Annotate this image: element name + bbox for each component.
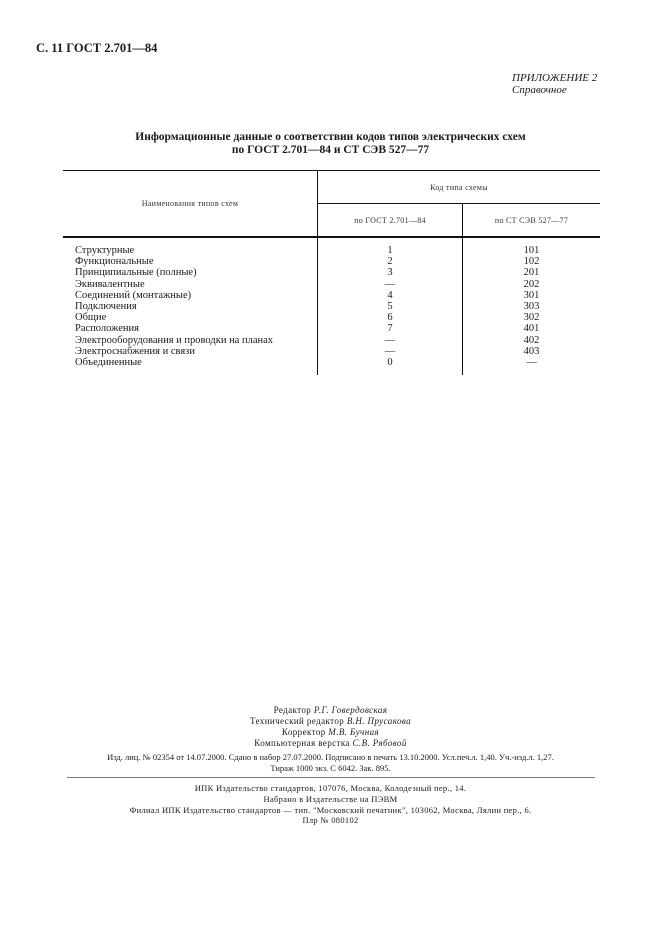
table-row: [63, 256, 600, 267]
table-row: [63, 346, 600, 357]
row-gost-code: 3: [318, 267, 463, 278]
imprint-block: [0, 752, 661, 774]
row-sev-code: 202: [523, 278, 540, 290]
header-scheme-name: Наименования типов схем: [63, 171, 318, 238]
publisher-block: [0, 783, 661, 826]
table-row: [63, 335, 600, 346]
imprint-line-2: Тираж 1000 экз. С 6042. Зак. 895.: [270, 763, 391, 773]
credit-layout: Компьютерная верстка С.В. Рябовой: [254, 738, 407, 748]
row-gost-code: —: [318, 335, 463, 346]
row-name: Электрооборудования и проводки на планах: [63, 335, 318, 346]
title-line-1: Информационные данные о соответствии кодов типов электрических схем: [135, 131, 526, 143]
row-sev-code: 302: [523, 312, 540, 324]
row-name: Функциональные: [63, 256, 318, 267]
row-name: Электроснабжения и связи: [63, 346, 318, 357]
imprint-line-1: Изд. лиц. № 02354 от 14.07.2000. Сдано в набор 27.07.2000. Подписано в печать 13.10.2000. Усл.печ.л. 1,40. Уч.-изд.л. 1,27.: [107, 752, 554, 762]
row-sev-code: 301: [523, 289, 540, 301]
table-row: [63, 312, 600, 323]
row-sev-code: 102: [523, 256, 540, 268]
title-line-2: по ГОСТ 2.701—84 и СТ СЭВ 527—77: [231, 144, 430, 156]
table-row: [63, 301, 600, 312]
appendix-number: ПРИЛОЖЕНИЕ 2: [512, 72, 598, 84]
header-code-group: Код типа схемы: [318, 171, 601, 204]
row-name: Эквивалентные: [63, 279, 318, 290]
row-sev-code: 401: [523, 323, 540, 335]
table-row: [63, 267, 600, 278]
row-sev-code: 403: [523, 345, 540, 357]
row-gost-code: 4: [318, 290, 463, 301]
table-row: [63, 237, 600, 256]
row-name: Объединенные: [63, 357, 318, 375]
header-sev: по СТ СЭВ 527—77: [463, 204, 601, 238]
appendix-status: Справочное: [512, 84, 567, 96]
row-name: Подключения: [63, 301, 318, 312]
publisher-line: Филиал ИПК Издательство стандартов — тип. "Московский печатник", 103062, Москва, Лялин пер., 6.: [129, 804, 532, 815]
row-gost-code: 1: [318, 237, 463, 256]
row-gost-code: 0: [318, 357, 463, 375]
row-gost-code: 6: [318, 312, 463, 323]
row-gost-code: 2: [318, 256, 463, 267]
row-sev-code: 201: [523, 267, 540, 279]
credits-block: [0, 705, 661, 749]
row-name: Принципиальные (полные): [63, 267, 318, 278]
row-name: Общие: [63, 312, 318, 323]
header-gost: по ГОСТ 2.701—84: [318, 204, 463, 238]
row-sev-code: —: [526, 357, 537, 369]
row-gost-code: 5: [318, 301, 463, 312]
table-row: [63, 323, 600, 334]
row-name: Структурные: [63, 237, 318, 256]
row-gost-code: 7: [318, 323, 463, 334]
credit-editor: Редактор Р.Г. Говердовская: [273, 705, 388, 715]
row-sev-code: 303: [523, 301, 540, 313]
table-row: [63, 279, 600, 290]
divider: [67, 777, 595, 778]
publisher-line: Плр № 080102: [302, 815, 359, 826]
row-gost-code: —: [318, 346, 463, 357]
publisher-line: ИПК Издательство стандартов, 107076, Москва, Колодезный пер., 14.: [194, 783, 467, 793]
credit-technical-editor: Технический редактор В.Н. Прусакова: [249, 716, 412, 726]
row-gost-code: —: [318, 279, 463, 290]
table-row: [63, 357, 600, 375]
row-sev-code: 402: [523, 334, 540, 346]
credit-proofreader: Корректор М.В. Бучная: [281, 727, 380, 737]
appendix-label: [512, 72, 597, 96]
row-name: Расположения: [63, 323, 318, 334]
row-sev-code: 101: [523, 245, 540, 256]
publisher-line: Набрано в Издательстве на ПЭВМ: [263, 793, 398, 804]
document-title: [0, 131, 661, 157]
table-row: [63, 290, 600, 301]
page-header: С. 11 ГОСТ 2.701—84: [36, 41, 158, 55]
row-name: Соединений (монтажные): [63, 290, 318, 301]
code-correspondence-table: [63, 170, 600, 375]
